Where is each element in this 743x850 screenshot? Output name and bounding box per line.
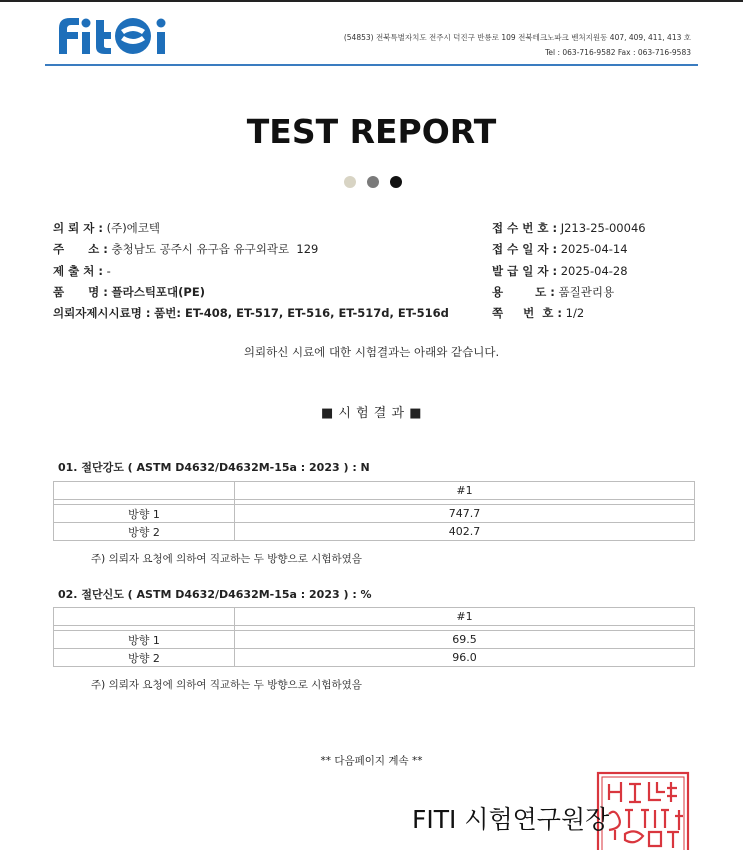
info-label: 용 도 : (492, 284, 555, 299)
info-label: 의뢰자제시시료명 : (53, 306, 151, 321)
top-border (0, 0, 743, 2)
test-note: 주) 의뢰자 요청에 의하여 직교하는 두 방향으로 시험하였음 (91, 679, 362, 691)
row-value: 747.7 (235, 505, 695, 523)
header-divider (45, 64, 698, 66)
table-header-row (54, 608, 695, 626)
report-title: TEST REPORT (246, 112, 497, 151)
info-row (53, 261, 449, 282)
results-table-2 (53, 607, 695, 667)
table-row (54, 631, 695, 649)
fiti-logo (53, 8, 173, 60)
test-heading: 02. 절단신도 ( ASTM D4632/D4632M-15a : 2023 ) : % (58, 588, 372, 601)
table-row (54, 523, 695, 541)
contact-line: Tel : 063-716-9582 Fax : 063-716-9583 (545, 48, 691, 57)
info-value: 플라스틱포대(PE) (111, 284, 205, 299)
info-row (492, 303, 646, 324)
row-label: 방향 2 (54, 649, 235, 667)
dot-black (390, 176, 402, 188)
info-label: 품 명 : (53, 284, 108, 299)
info-left (53, 218, 449, 324)
info-right (492, 218, 646, 324)
dot-gray (367, 176, 379, 188)
info-value: 충청남도 공주시 유구읍 유구외곽로 129 (111, 242, 319, 257)
info-row (492, 282, 646, 303)
info-label: 발 급 일 자 : (492, 263, 558, 278)
continued-text: ** 다음페이지 계속 ** (320, 755, 423, 767)
column-header: #1 (235, 482, 695, 500)
section-heading: ■ 시 험 결 과 ■ (321, 406, 422, 421)
info-label: 주 소 : (53, 242, 108, 257)
intro-text: 의뢰하신 시료에 대한 시험결과는 아래와 같습니다. (243, 345, 500, 359)
row-value: 96.0 (235, 649, 695, 667)
info-label: 쪽 번 호 : (492, 306, 562, 321)
info-value: J213-25-00046 (560, 221, 646, 235)
info-row (53, 282, 449, 303)
info-value: - (106, 263, 111, 278)
info-row (492, 218, 646, 239)
test-note: 주) 의뢰자 요청에 의하여 직교하는 두 방향으로 시험하였음 (91, 553, 362, 565)
column-header: #1 (235, 608, 695, 626)
info-row (53, 303, 449, 324)
info-row (492, 239, 646, 260)
row-value: 69.5 (235, 631, 695, 649)
info-value: 2025-04-28 (560, 263, 628, 278)
table-header-row (54, 482, 695, 500)
official-seal (595, 770, 691, 850)
info-row (53, 239, 449, 260)
table-row (54, 649, 695, 667)
signature-text: FITI 시험연구원장 (412, 805, 610, 834)
row-value: 402.7 (235, 523, 695, 541)
table-row (54, 505, 695, 523)
info-value: 품번: ET-408, ET-517, ET-516, ET-517d, ET-516d (154, 306, 449, 321)
row-label: 방향 1 (54, 505, 235, 523)
info-label: 제 출 처 : (53, 263, 103, 278)
info-row (53, 218, 449, 239)
table-cell (54, 482, 235, 500)
row-label: 방향 2 (54, 523, 235, 541)
info-value: 품질관리용 (558, 284, 615, 299)
info-value: 1/2 (565, 306, 585, 321)
test-heading: 01. 절단강도 ( ASTM D4632/D4632M-15a : 2023 ) : N (58, 461, 370, 474)
info-value: 2025-04-14 (560, 242, 628, 257)
row-label: 방향 1 (54, 631, 235, 649)
table-cell (54, 608, 235, 626)
info-label: 의 뢰 자 : (53, 221, 103, 235)
address-line: (54853) 전북특별자치도 전주시 덕진구 반룡로 109 전북테크노파크 벤처지원동 407, 409, 411, 413 호 (343, 33, 691, 42)
results-table-1 (53, 481, 695, 541)
info-row (492, 261, 646, 282)
header-address (344, 30, 691, 60)
info-label: 접 수 일 자 : (492, 242, 558, 257)
info-value: (주)에코텍 (106, 221, 161, 235)
info-label: 접 수 번 호 : (492, 221, 558, 235)
dot-light (344, 176, 356, 188)
